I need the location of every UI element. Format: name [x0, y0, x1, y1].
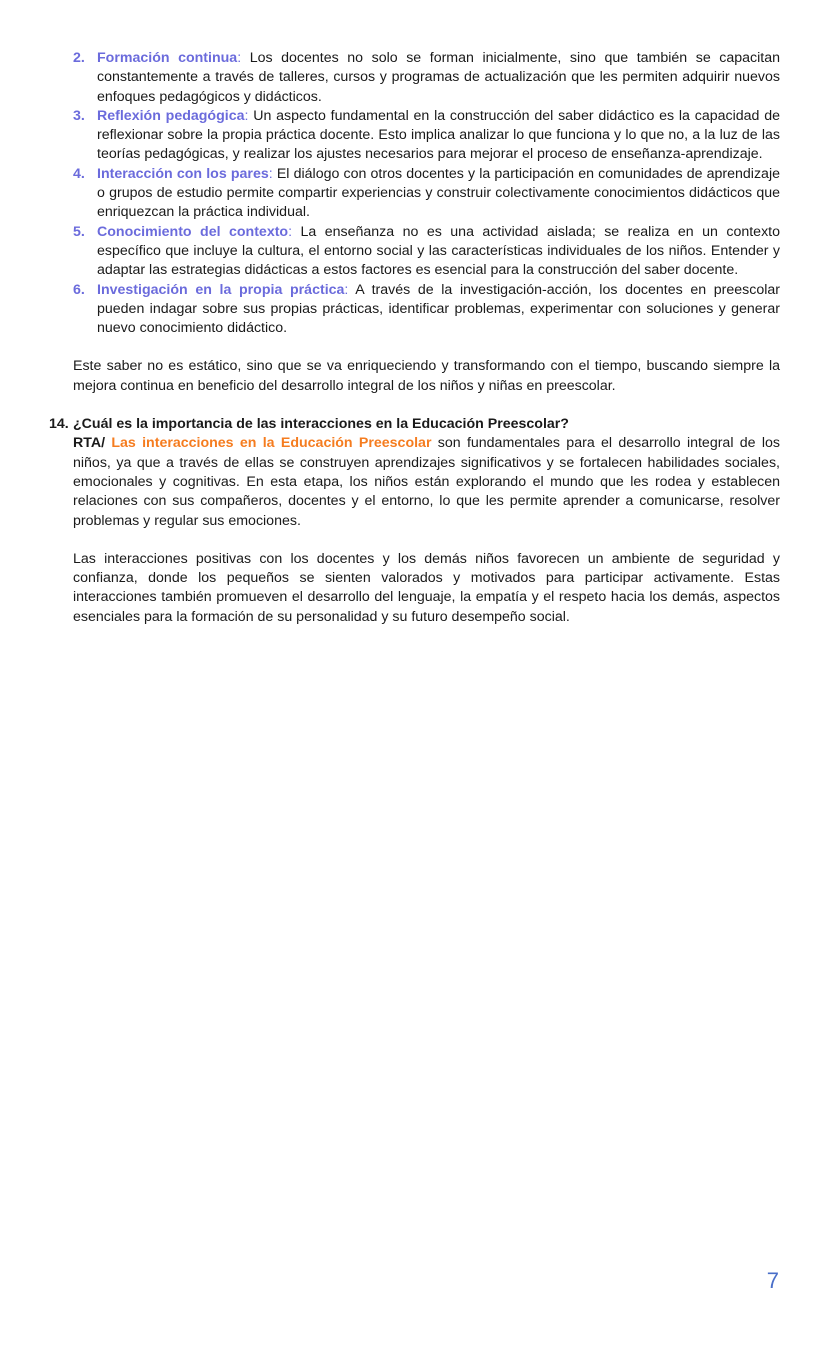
list-text: Un aspecto fundamental en la construcción del saber didáctico es la capacidad de reflexionar sobre la propia práctica docente. Esto implica analizar lo que funciona y lo que no, a la luz de las teorías pedagógicas, y realizar los ajustes necesarios para mejorar el proceso de enseñanza-aprendizaje.	[97, 107, 780, 163]
list-item	[73, 165, 780, 223]
question-title: ¿Cuál es la importancia de las interacciones en la Educación Preescolar?	[73, 416, 569, 433]
list-number: 4.	[73, 165, 85, 182]
list-item	[73, 281, 780, 339]
list-text: A través de la investigación-acción, los docentes en preescolar pueden indagar sobre sus propias prácticas, identificar problemas, experimentar con soluciones y generar nuevo conocimiento didáctico.	[97, 281, 780, 337]
page-number: 7	[766, 1268, 779, 1293]
list-item	[73, 107, 780, 165]
list-keyword: Reflexión pedagógica	[97, 107, 245, 124]
rta-label: RTA/	[73, 435, 106, 452]
keyword-colon: :	[288, 223, 293, 240]
keyword-colon: :	[344, 281, 349, 298]
list-text: Los docentes no solo se forman inicialmente, sino que también se capacitan constantemente a través de talleres, cursos y programas de actualización que les permiten adquirir nuevos enfoques pedagógicos y didácticos.	[97, 50, 781, 105]
list-keyword: Interacción con los pares	[97, 165, 269, 182]
list-text: La enseñanza no es una actividad aislada; se realiza en un contexto específico que incluye la cultura, el entorno social y las características individuales de los niños. Entender y adaptar las estrategias didácticas a estos factores es esencial para la construcción del saber docente.	[97, 223, 780, 279]
answer-paragraph-2: Las interacciones positivas con los docentes y los demás niños favorecen un ambiente de seguridad y confianza, donde los pequeños se sienten valorados y motivados para participar activamente. Estas interacciones también promueven el desarrollo del lenguaje, la empatía y el respeto hacia los demás, aspectos esenciales para la formación de su personalidad y su futuro desempeño social.	[73, 550, 780, 625]
list-keyword: Formación continua	[97, 50, 238, 66]
list-keyword: Investigación en la propia práctica	[97, 281, 345, 298]
question-number: 14.	[49, 416, 69, 433]
answer-paragraph	[73, 434, 780, 530]
keyword-colon: :	[268, 165, 273, 182]
list-item	[73, 49, 780, 107]
question-14	[49, 415, 780, 627]
list-item	[73, 223, 780, 281]
list-text: El diálogo con otros docentes y la participación en comunidades de aprendizaje o grupos de estudio permite compartir experiencias y construir colectivamente conocimientos didácticos que enriquezcan la práctica individual.	[97, 165, 780, 221]
keyword-colon: :	[244, 107, 249, 124]
keyword-colon: :	[237, 50, 242, 66]
closing-paragraph: Este saber no es estático, sino que se va enriqueciendo y transformando con el tiempo, buscando siempre la mejora continua en beneficio del desarrollo integral de los niños y niñas en preescolar.	[73, 358, 780, 394]
list-keyword: Conocimiento del contexto	[97, 223, 289, 240]
list-number: 6.	[73, 281, 85, 298]
answer-text: son fundamentales para el desarrollo integral de los niños, ya que a través de ellas se construyen aprendizajes significativos y se fortalecen habilidades sociales, emocionales y cognitivas. En esta etapa, los niños están explorando el mundo que les rodea y establecen relaciones con sus compañeros, docentes y el entorno, lo que les permite aprender a comunicarse, resolver problemas y regular sus emociones.	[73, 435, 780, 529]
answer-highlight: Las interacciones en la Educación Preescolar	[111, 435, 432, 452]
list-number: 5.	[73, 223, 85, 240]
numbered-list	[73, 49, 780, 338]
list-number: 3.	[73, 107, 85, 124]
page-content	[49, 49, 781, 627]
list-number: 2.	[73, 50, 85, 66]
